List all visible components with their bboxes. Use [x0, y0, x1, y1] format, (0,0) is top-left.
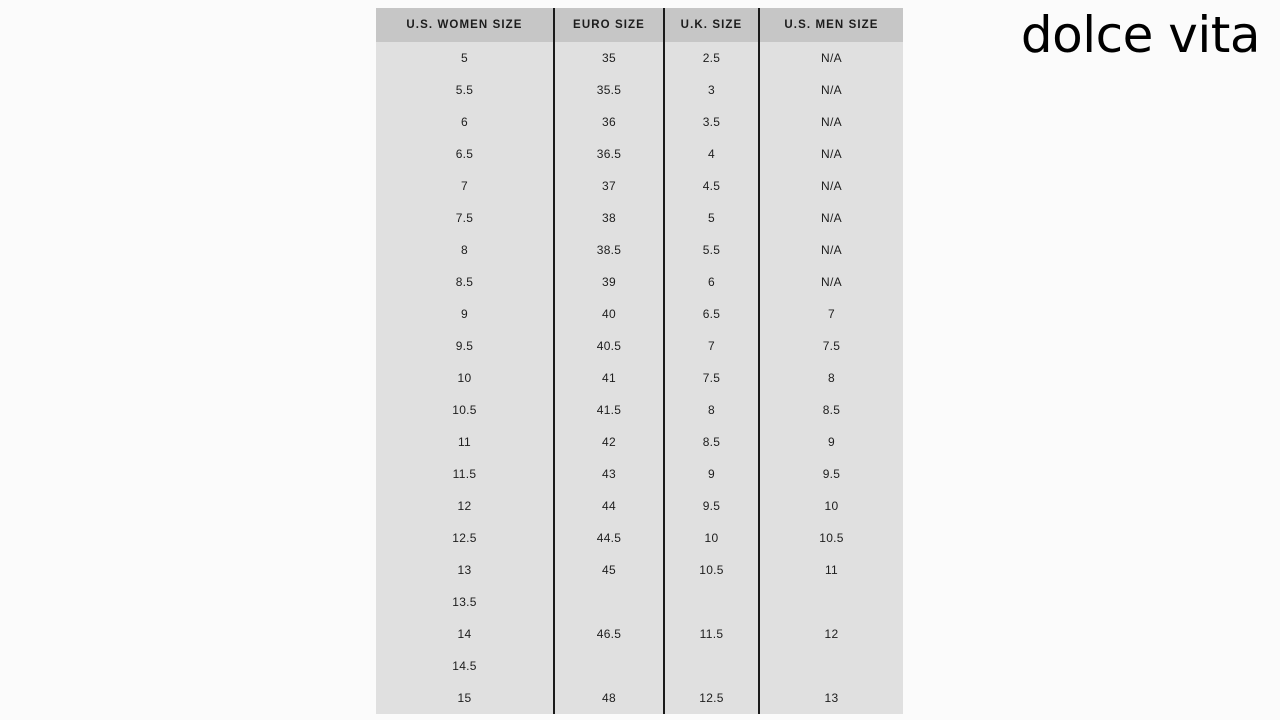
cell-us-women: 7.5 — [376, 202, 554, 234]
cell-us-men: 10.5 — [759, 522, 903, 554]
cell-uk: 11.5 — [664, 618, 759, 650]
cell-us-men: N/A — [759, 234, 903, 266]
cell-euro: 46.5 — [554, 618, 664, 650]
cell-uk: 4 — [664, 138, 759, 170]
cell-euro: 41 — [554, 362, 664, 394]
cell-us-women: 9.5 — [376, 330, 554, 362]
cell-euro — [554, 650, 664, 682]
cell-us-men — [759, 586, 903, 618]
cell-euro: 45 — [554, 554, 664, 586]
cell-uk: 10.5 — [664, 554, 759, 586]
cell-us-women: 8 — [376, 234, 554, 266]
cell-uk — [664, 650, 759, 682]
cell-us-men: 11 — [759, 554, 903, 586]
cell-us-women: 12.5 — [376, 522, 554, 554]
cell-euro — [554, 586, 664, 618]
cell-euro: 44.5 — [554, 522, 664, 554]
cell-euro: 43 — [554, 458, 664, 490]
table-row — [376, 202, 903, 234]
cell-us-women: 13 — [376, 554, 554, 586]
cell-uk: 5 — [664, 202, 759, 234]
cell-euro: 37 — [554, 170, 664, 202]
table-row — [376, 554, 903, 586]
cell-us-women: 14 — [376, 618, 554, 650]
cell-us-men: 7.5 — [759, 330, 903, 362]
cell-us-men: N/A — [759, 42, 903, 74]
cell-uk: 3 — [664, 74, 759, 106]
table-row — [376, 42, 903, 74]
cell-euro: 41.5 — [554, 394, 664, 426]
cell-us-men: 13 — [759, 682, 903, 714]
table-row — [376, 234, 903, 266]
cell-us-men: N/A — [759, 170, 903, 202]
cell-euro: 35 — [554, 42, 664, 74]
cell-us-women: 13.5 — [376, 586, 554, 618]
cell-us-men: 9 — [759, 426, 903, 458]
cell-uk: 8 — [664, 394, 759, 426]
cell-uk: 9.5 — [664, 490, 759, 522]
cell-us-women: 5 — [376, 42, 554, 74]
cell-us-men: 10 — [759, 490, 903, 522]
table-row — [376, 138, 903, 170]
table-row — [376, 298, 903, 330]
cell-euro: 36.5 — [554, 138, 664, 170]
cell-euro: 40.5 — [554, 330, 664, 362]
size-chart-header — [376, 8, 903, 42]
table-row — [376, 362, 903, 394]
size-chart-table — [376, 8, 903, 714]
cell-euro: 38 — [554, 202, 664, 234]
cell-us-women: 11.5 — [376, 458, 554, 490]
column-header-uk: U.K. SIZE — [664, 8, 759, 42]
cell-uk: 8.5 — [664, 426, 759, 458]
size-chart-body — [376, 42, 903, 714]
cell-us-women: 8.5 — [376, 266, 554, 298]
cell-us-women: 7 — [376, 170, 554, 202]
cell-us-women: 5.5 — [376, 74, 554, 106]
cell-euro: 44 — [554, 490, 664, 522]
cell-us-men: N/A — [759, 266, 903, 298]
cell-us-women: 14.5 — [376, 650, 554, 682]
cell-us-men: 8.5 — [759, 394, 903, 426]
table-row — [376, 490, 903, 522]
brand-wordmark: dolce vita — [1020, 6, 1260, 64]
cell-euro: 35.5 — [554, 74, 664, 106]
cell-euro: 42 — [554, 426, 664, 458]
cell-uk: 7.5 — [664, 362, 759, 394]
table-row — [376, 458, 903, 490]
cell-uk: 2.5 — [664, 42, 759, 74]
cell-euro: 39 — [554, 266, 664, 298]
cell-us-men: N/A — [759, 106, 903, 138]
column-header-us-men: U.S. MEN SIZE — [759, 8, 903, 42]
cell-euro: 36 — [554, 106, 664, 138]
cell-us-women: 10.5 — [376, 394, 554, 426]
cell-us-men: 7 — [759, 298, 903, 330]
table-row — [376, 426, 903, 458]
cell-us-men: 9.5 — [759, 458, 903, 490]
cell-us-men: 8 — [759, 362, 903, 394]
cell-us-men — [759, 650, 903, 682]
cell-euro: 38.5 — [554, 234, 664, 266]
cell-uk — [664, 586, 759, 618]
column-header-euro: EURO SIZE — [554, 8, 664, 42]
table-row — [376, 74, 903, 106]
cell-uk: 4.5 — [664, 170, 759, 202]
cell-us-women: 15 — [376, 682, 554, 714]
table-row — [376, 618, 903, 650]
table-row — [376, 106, 903, 138]
column-header-us-women: U.S. WOMEN SIZE — [376, 8, 554, 42]
cell-uk: 5.5 — [664, 234, 759, 266]
cell-us-women: 6 — [376, 106, 554, 138]
table-row — [376, 266, 903, 298]
table-row — [376, 586, 903, 618]
table-row — [376, 394, 903, 426]
cell-us-women: 10 — [376, 362, 554, 394]
cell-us-men: N/A — [759, 74, 903, 106]
cell-us-women: 6.5 — [376, 138, 554, 170]
cell-uk: 9 — [664, 458, 759, 490]
table-header-row — [376, 8, 903, 42]
cell-us-men: N/A — [759, 202, 903, 234]
table-row — [376, 650, 903, 682]
cell-us-women: 9 — [376, 298, 554, 330]
table-row — [376, 170, 903, 202]
cell-euro: 48 — [554, 682, 664, 714]
cell-us-women: 12 — [376, 490, 554, 522]
cell-us-women: 11 — [376, 426, 554, 458]
cell-uk: 6 — [664, 266, 759, 298]
table-row — [376, 522, 903, 554]
table-row — [376, 682, 903, 714]
cell-us-men: 12 — [759, 618, 903, 650]
cell-uk: 6.5 — [664, 298, 759, 330]
cell-uk: 10 — [664, 522, 759, 554]
cell-us-men: N/A — [759, 138, 903, 170]
cell-uk: 7 — [664, 330, 759, 362]
cell-euro: 40 — [554, 298, 664, 330]
table-row — [376, 330, 903, 362]
cell-uk: 12.5 — [664, 682, 759, 714]
cell-uk: 3.5 — [664, 106, 759, 138]
